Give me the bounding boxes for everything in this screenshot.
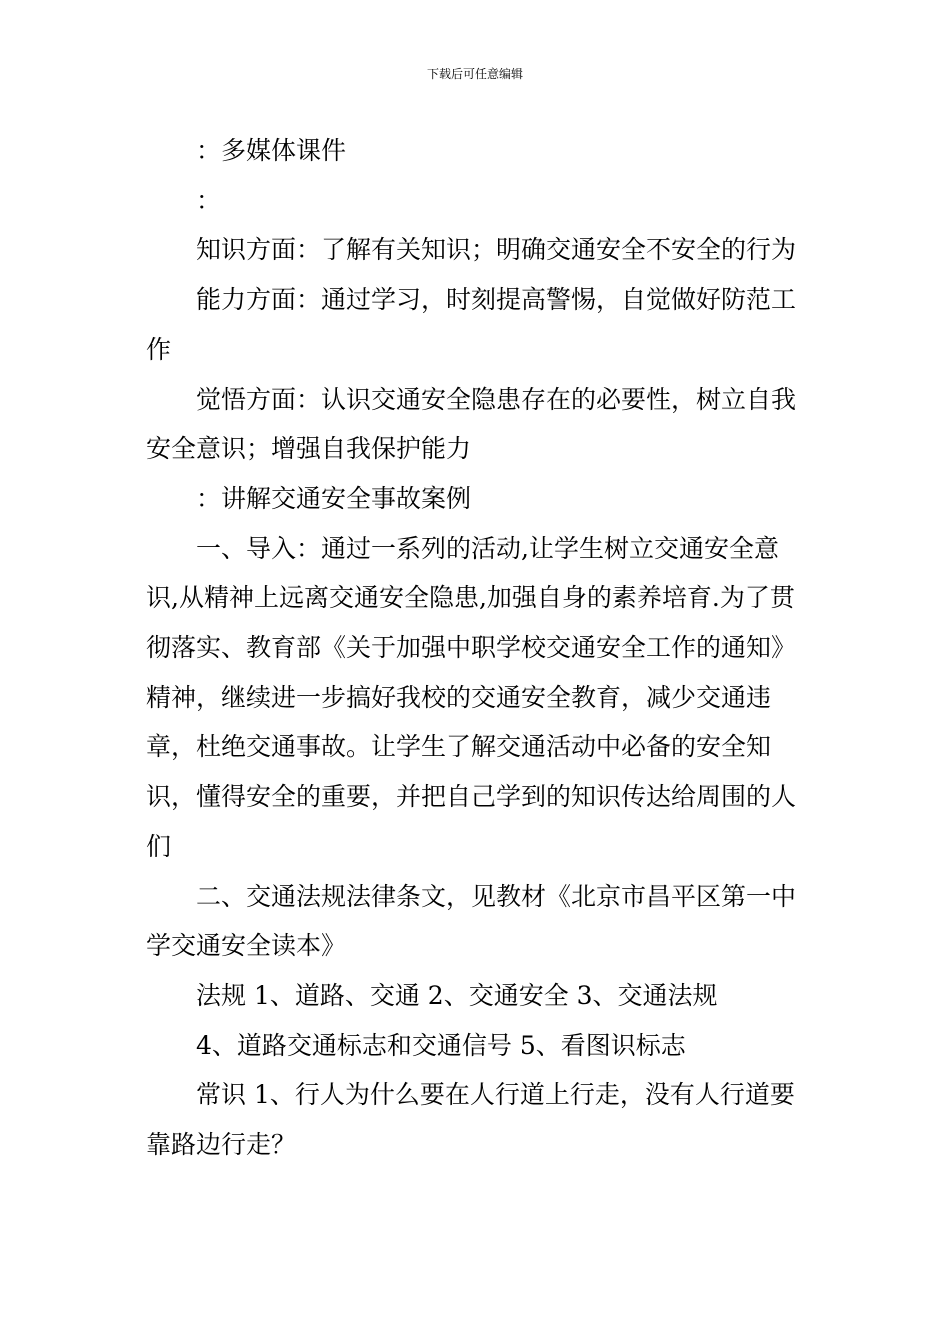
paragraph-method: ：讲解交通安全事故案例 — [196, 483, 472, 513]
paragraph-regulations-list-2: 4、道路交通标志和交通信号 5、看图识标志 — [196, 1030, 686, 1060]
paragraph-objectives: ： — [196, 185, 222, 215]
paragraph-regulations: 二、交通法规法律条文，见教材《北京市昌平区第一中学交通安全读本》 — [146, 881, 797, 961]
document-body — [146, 126, 810, 1170]
paragraph-ability: 能力方面：通过学习，时刻提高警惕，自觉做好防范工作 — [146, 285, 797, 364]
paragraph-introduction: 一、导入：通过一系列的活动,让学生树立交通安全意识,从精神上远离交通安全隐患,加强自身的素养培育.为了贯彻落实、教育部《关于加强中职学校交通安全工作的通知》精神，继续进一步搞好我校的交通安全教育，减少交通违章，杜绝交通事故。让学生了解交通活动中必备的安全知识，懂得安全的重要，并把自己学到的知识传达给周围的人们 — [146, 533, 797, 861]
page-header: 下载后可任意编辑 — [426, 67, 523, 81]
paragraph-knowledge: 知识方面：了解有关知识；明确交通安全不安全的行为 — [196, 235, 797, 265]
paragraph-regulations-list-1: 法规 1、道路、交通 2、交通安全 3、交通法规 — [196, 980, 718, 1010]
paragraph-common-sense: 常识 1、行人为什么要在人行道上行走，没有人行道要靠路边行走？ — [146, 1080, 795, 1160]
paragraph-awareness: 觉悟方面：认识交通安全隐患存在的必要性，树立自我安全意识；增强自我保护能力 — [146, 384, 797, 464]
paragraph-materials: ：多媒体课件 — [196, 136, 347, 165]
